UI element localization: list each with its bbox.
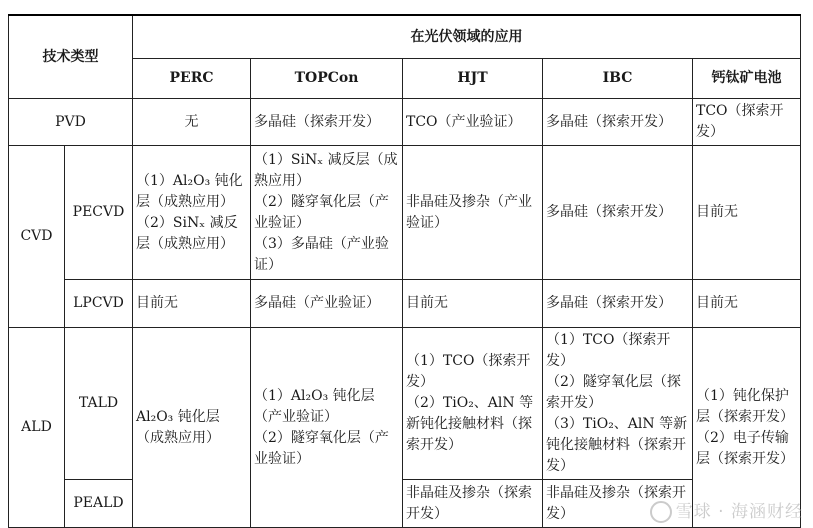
row-label-peald: PEALD: [65, 480, 133, 528]
header-col-ibc: IBC: [543, 59, 693, 99]
header-col-perc: PERC: [133, 59, 251, 99]
cell-tald-perovskite: （1）钝化保护层（探索开发） （2）电子传输层（探索开发）: [693, 328, 801, 528]
watermark: [650, 497, 803, 523]
cell-lpcvd-ibc: 多晶硅（探索开发）: [543, 280, 693, 328]
cell-pecvd-hjt: 非晶硅及掺杂（产业验证）: [403, 146, 543, 280]
row-label-lpcvd: LPCVD: [65, 280, 133, 328]
header-col-perovskite: 钙钛矿电池: [693, 59, 801, 99]
header-row-1: [9, 15, 801, 59]
cell-peald-hjt: 非晶硅及掺杂（探索开发）: [403, 480, 543, 528]
cell-pecvd-ibc: 多晶硅（探索开发）: [543, 146, 693, 280]
row-label-ald: ALD: [9, 328, 65, 528]
cell-pvd-perc: 无: [133, 99, 251, 146]
watermark-text: 雪球 · 海涵财经: [675, 502, 803, 522]
comparison-table-container: [8, 14, 800, 528]
header-col-topcon: TOPCon: [251, 59, 403, 99]
header-tech-type: 技术类型: [9, 15, 133, 99]
cell-lpcvd-perc: 目前无: [133, 280, 251, 328]
row-label-pecvd: PECVD: [65, 146, 133, 280]
cell-tald-topcon: （1）Al₂O₃ 钝化层（产业验证） （2）隧穿氧化层（产业验证）: [251, 328, 403, 528]
cell-pvd-hjt: TCO（产业验证）: [403, 99, 543, 146]
row-pecvd: [9, 146, 801, 280]
deposition-tech-table: [8, 14, 801, 528]
cell-lpcvd-hjt: 目前无: [403, 280, 543, 328]
cell-lpcvd-topcon: 多晶硅（产业验证）: [251, 280, 403, 328]
row-tald: [9, 328, 801, 480]
cell-pecvd-topcon: （1）SiNₓ 减反层（成熟应用） （2）隧穿氧化层（产业验证） （3）多晶硅（产业验证）: [251, 146, 403, 280]
cell-lpcvd-perovskite: 目前无: [693, 280, 801, 328]
row-label-pvd: PVD: [9, 99, 133, 146]
cell-pecvd-perovskite: 目前无: [693, 146, 801, 280]
watermark-logo-icon: [650, 501, 672, 523]
cell-tald-hjt: （1）TCO（探索开发） （2）TiO₂、AlN 等新钝化接触材料（探索开发）: [403, 328, 543, 480]
row-pvd: [9, 99, 801, 146]
row-label-tald: TALD: [65, 328, 133, 480]
cell-pvd-ibc: 多晶硅（探索开发）: [543, 99, 693, 146]
cell-tald-perc: Al₂O₃ 钝化层（成熟应用）: [133, 328, 251, 528]
header-application: 在光伏领域的应用: [133, 15, 801, 59]
cell-pvd-perovskite: TCO（探索开发）: [693, 99, 801, 146]
row-label-cvd: CVD: [9, 146, 65, 328]
cell-tald-ibc: （1）TCO（探索开发） （2）隧穿氧化层（探索开发） （3）TiO₂、AlN 等新钝化接触材料（探索开发）: [543, 328, 693, 480]
row-lpcvd: [9, 280, 801, 328]
cell-pecvd-perc: （1）Al₂O₃ 钝化层（成熟应用） （2）SiNₓ 减反层（成熟应用）: [133, 146, 251, 280]
cell-pvd-topcon: 多晶硅（探索开发）: [251, 99, 403, 146]
cell-peald-ibc: 非晶硅及掺杂（探索开发）: [543, 480, 693, 528]
header-col-hjt: HJT: [403, 59, 543, 99]
